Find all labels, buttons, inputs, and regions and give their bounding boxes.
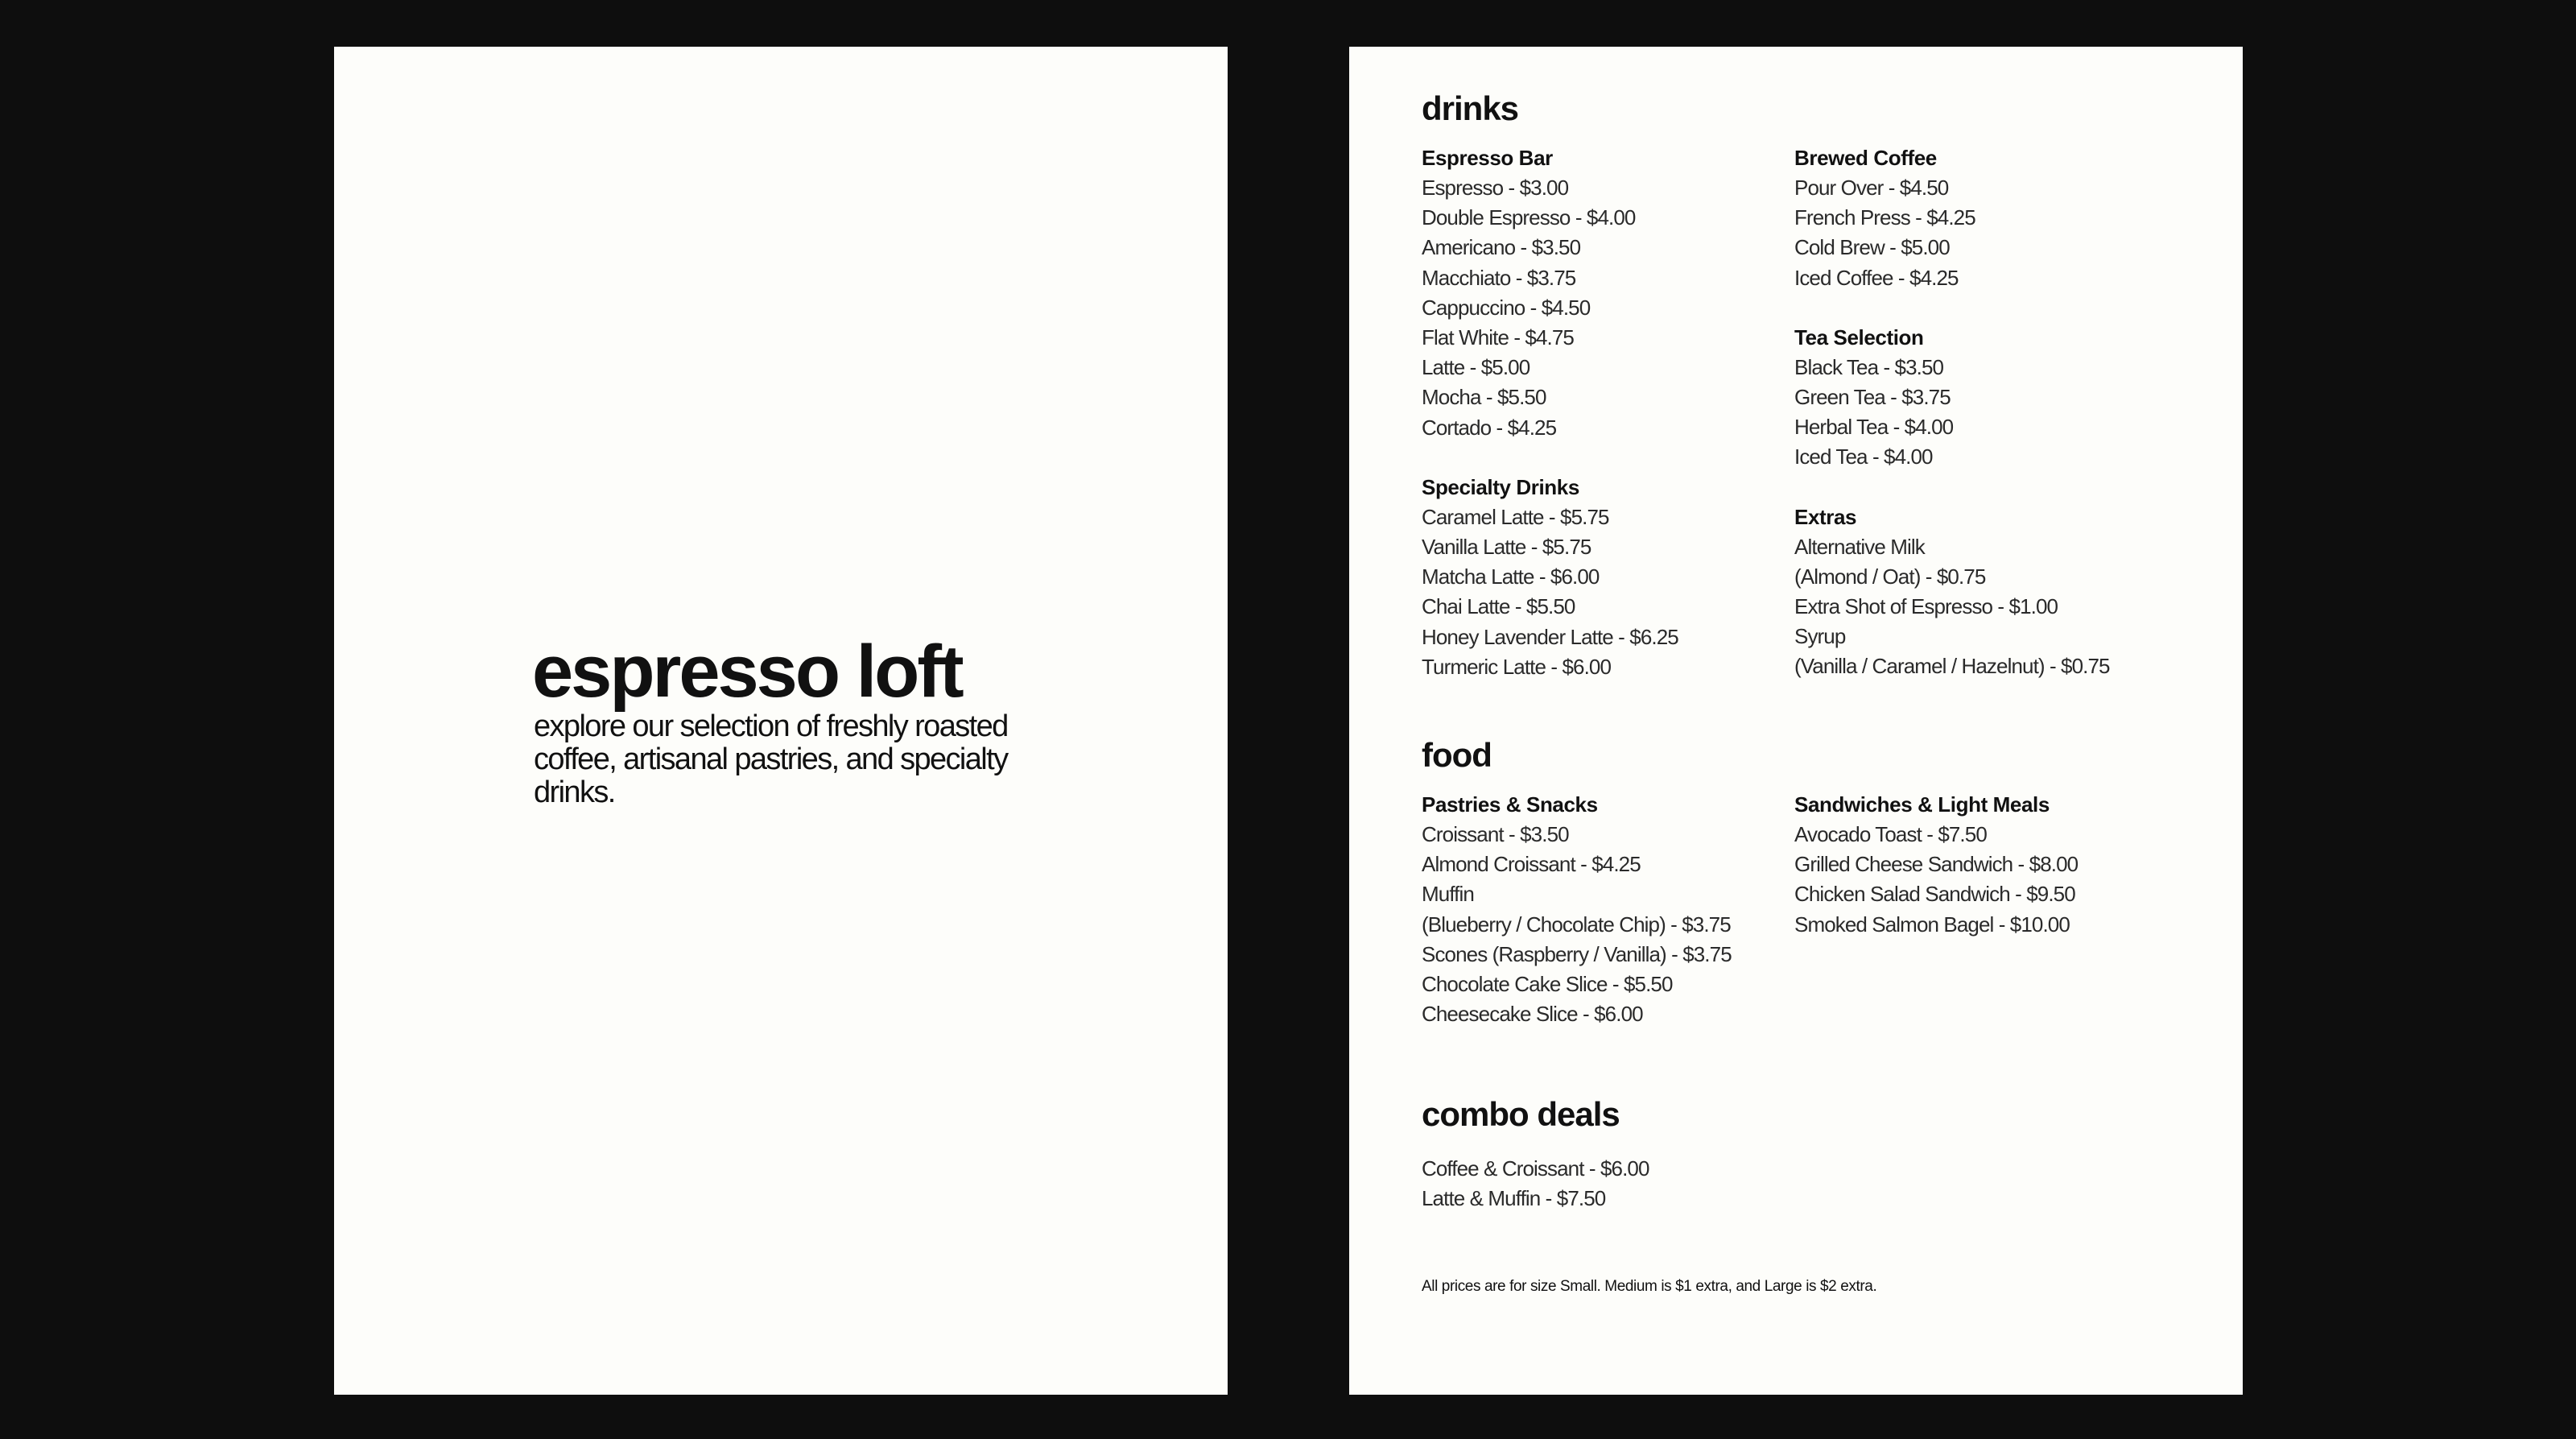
menu-item: Grilled Cheese Sandwich - $8.00 [1794,852,2079,877]
menu-item: Croissant - $3.50 [1422,822,1569,846]
food-left-column [1422,790,1792,1059]
food-right-column [1794,790,2165,970]
menu-item: Chai Latte - $5.50 [1422,594,1575,619]
menu-item: Iced Tea - $4.00 [1794,445,1933,469]
menu-item: Muffin [1422,882,1474,907]
menu-item: Coffee & Croissant - $6.00 [1422,1156,1649,1181]
specialty-drinks-group [1422,473,1792,682]
menu-item: Espresso - $3.00 [1422,176,1569,200]
menu-item: Herbal Tea - $4.00 [1794,415,1954,440]
menu-item: Chicken Salad Sandwich - $9.50 [1794,882,2075,907]
menu-item: Americano - $3.50 [1422,235,1581,260]
menu-item: Cheesecake Slice - $6.00 [1422,1002,1643,1027]
menu-item: Syrup [1794,624,1846,649]
combo-deals-list [1422,1154,1649,1214]
drinks-right-column [1794,143,2165,712]
pastries-snacks-title: Pastries & Snacks [1422,792,1598,817]
pastries-snacks-group [1422,790,1792,1029]
food-section-title: food [1422,736,1492,774]
menu-item: Honey Lavender Latte - $6.25 [1422,624,1678,649]
sandwiches-light-meals-title: Sandwiches & Light Meals [1794,792,2050,817]
menu-cover-page [334,47,1228,1395]
menu-item: Scones (Raspberry / Vanilla) - $3.75 [1422,941,1732,966]
menu-item: Cold Brew - $5.00 [1794,235,1950,260]
menu-item: Black Tea - $3.50 [1794,354,1944,379]
tea-selection-group [1794,323,2165,473]
specialty-drinks-title: Specialty Drinks [1422,474,1579,499]
tea-selection-title: Tea Selection [1794,325,1924,349]
menu-item: (Blueberry / Chocolate Chip) - $3.75 [1422,912,1731,937]
menu-item: (Vanilla / Caramel / Hazelnut) - $0.75 [1794,654,2110,679]
menu-item: Latte - $5.00 [1422,355,1530,380]
menu-item: Almond Croissant - $4.25 [1422,852,1641,877]
menu-item: (Almond / Oat) - $0.75 [1794,564,1986,589]
menu-item: Smoked Salmon Bagel - $10.00 [1794,912,2070,937]
menu-item: Avocado Toast - $7.50 [1794,822,1987,846]
pricing-footnote: All prices are for size Small. Medium is $1 extra, and Large is $2 extra. [1422,1278,1877,1295]
extras-title: Extras [1794,504,1857,529]
cafe-name: espresso loft [532,631,962,713]
menu-item: Turmeric Latte - $6.00 [1422,654,1612,679]
drinks-left-column [1422,143,1792,712]
menu-item: Cortado - $4.25 [1422,415,1557,440]
menu-item: Iced Coffee - $4.25 [1794,265,1959,290]
cafe-tagline: explore our selection of freshly roasted coffee, artisanal pastries, and specialty drinks. [534,709,1008,809]
menu-item: Flat White - $4.75 [1422,325,1574,350]
drinks-section-title: drinks [1422,89,1519,127]
menu-item: Pour Over - $4.50 [1794,176,1949,200]
sandwiches-light-meals-group [1794,790,2165,940]
menu-item: Alternative Milk [1794,534,1925,559]
menu-item: Double Espresso - $4.00 [1422,205,1636,230]
menu-item: Macchiato - $3.75 [1422,265,1576,290]
menu-item: Mocha - $5.50 [1422,385,1546,410]
menu-item: Chocolate Cake Slice - $5.50 [1422,972,1673,997]
menu-item: Caramel Latte - $5.75 [1422,504,1609,529]
combo-deals-section-title: combo deals [1422,1095,1620,1133]
brewed-coffee-title: Brewed Coffee [1794,146,1937,170]
espresso-bar-title: Espresso Bar [1422,146,1553,170]
menu-item: Extra Shot of Espresso - $1.00 [1794,594,2058,619]
espresso-bar-group [1422,143,1792,443]
menu-item: Vanilla Latte - $5.75 [1422,535,1591,560]
menu-item: Latte & Muffin - $7.50 [1422,1186,1606,1211]
menu-item: Cappuccino - $4.50 [1422,295,1591,320]
menu-item: Green Tea - $3.75 [1794,385,1951,410]
menu-items-page [1349,47,2243,1395]
extras-group [1794,502,2165,682]
menu-item: Matcha Latte - $6.00 [1422,564,1600,589]
brewed-coffee-group [1794,143,2165,293]
menu-item: French Press - $4.25 [1794,205,1975,230]
